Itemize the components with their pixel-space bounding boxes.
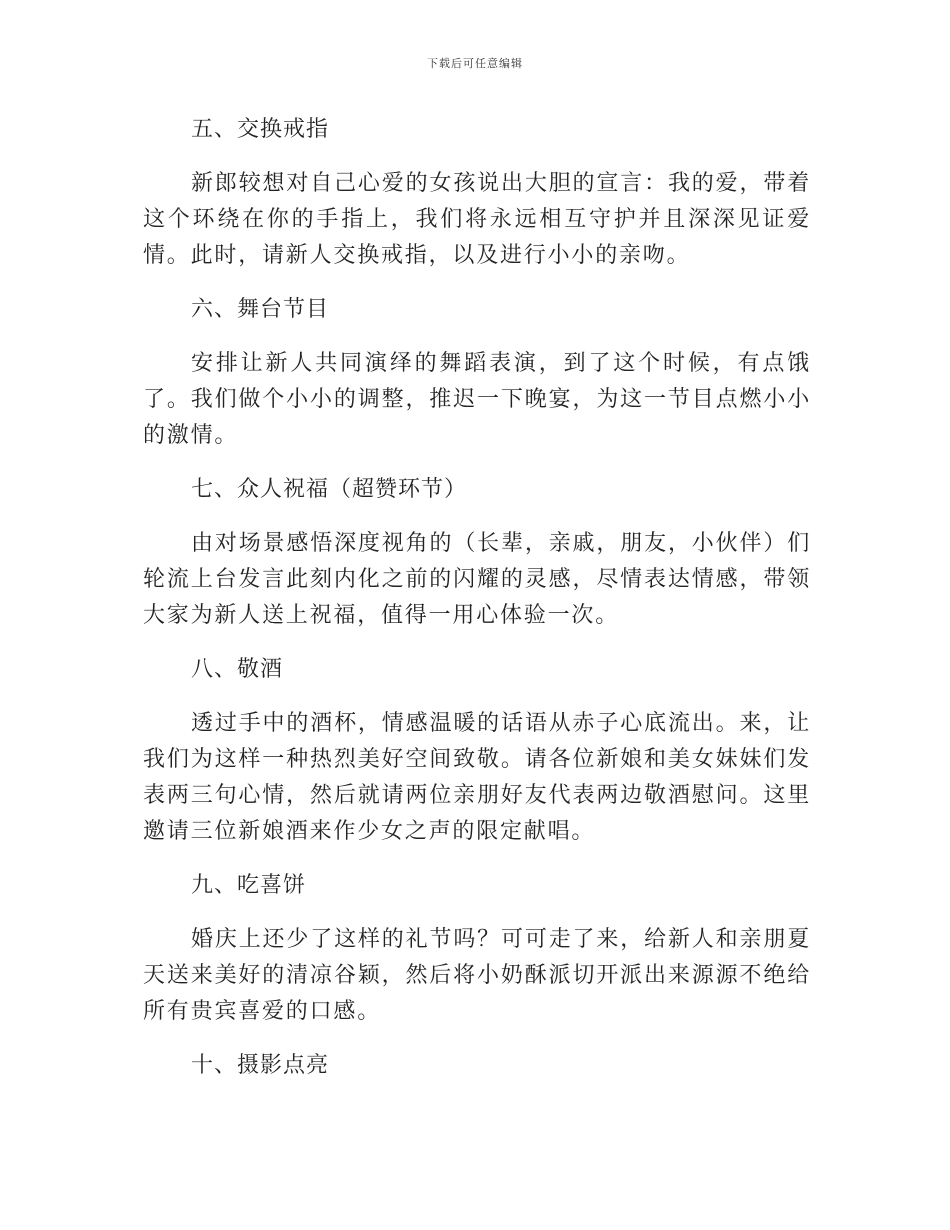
- section-paragraph-container: [143, 526, 811, 634]
- section-paragraph: 由对场景感悟深度视角的（长辈，亲戚，朋友，小伙伴）们轮流上台发言此刻内化之前的闪耀的灵感，尽情表达情感，带领大家为新人送上祝福，值得一用心体验一次。: [143, 531, 811, 628]
- section-stage-program: [143, 292, 811, 328]
- section-paragraph-container: [143, 166, 811, 274]
- section-heading: 十、摄影点亮: [191, 1053, 330, 1078]
- section-heading: 八、敬酒: [191, 657, 284, 682]
- section-paragraph: 透过手中的酒杯，情感温暖的话语从赤子心底流出。来，让我们为这样一种热烈美好空间致敬。请各位新娘和美女妹妹们发表两三句心情，然后就请两位亲朋好友代表两边敬酒慰问。这里邀请三位新娘酒来作少女之声的限定献唱。: [143, 711, 811, 844]
- section-paragraph-container: [143, 346, 811, 454]
- section-paragraph-container: [143, 922, 811, 1030]
- section-paragraph: 新郎较想对自己心爱的女孩说出大胆的宣言：我的爱，带着这个环绕在你的手指上，我们将永远相互守护并且深深见证爱情。此时，请新人交换戒指，以及进行小小的亲吻。: [143, 171, 811, 268]
- section-toast: [143, 652, 811, 688]
- section-heading: 六、舞台节目: [191, 297, 330, 322]
- section-paragraph: 安排让新人共同演绎的舞蹈表演，到了这个时候，有点饿了。我们做个小小的调整，推迟一下晚宴，为这一节目点燃小小的激情。: [143, 351, 811, 448]
- section-heading: 九、吃喜饼: [191, 873, 307, 898]
- section-exchange-rings: [143, 112, 811, 148]
- section-heading: 五、交换戒指: [191, 117, 330, 142]
- document-body: [143, 112, 811, 1102]
- section-wedding-cake: [143, 868, 811, 904]
- section-photography: [143, 1048, 811, 1084]
- page-header: 下载后可任意编辑: [427, 57, 523, 70]
- section-paragraph: 婚庆上还少了这样的礼节吗？可可走了来，给新人和亲朋夏天送来美好的清凉谷颖，然后将小奶酥派切开派出来源源不绝给所有贵宾喜爱的口感。: [143, 927, 811, 1024]
- section-heading: 七、众人祝福（超赞环节）: [191, 477, 468, 502]
- section-blessings: [143, 472, 811, 508]
- section-paragraph-container: [143, 706, 811, 850]
